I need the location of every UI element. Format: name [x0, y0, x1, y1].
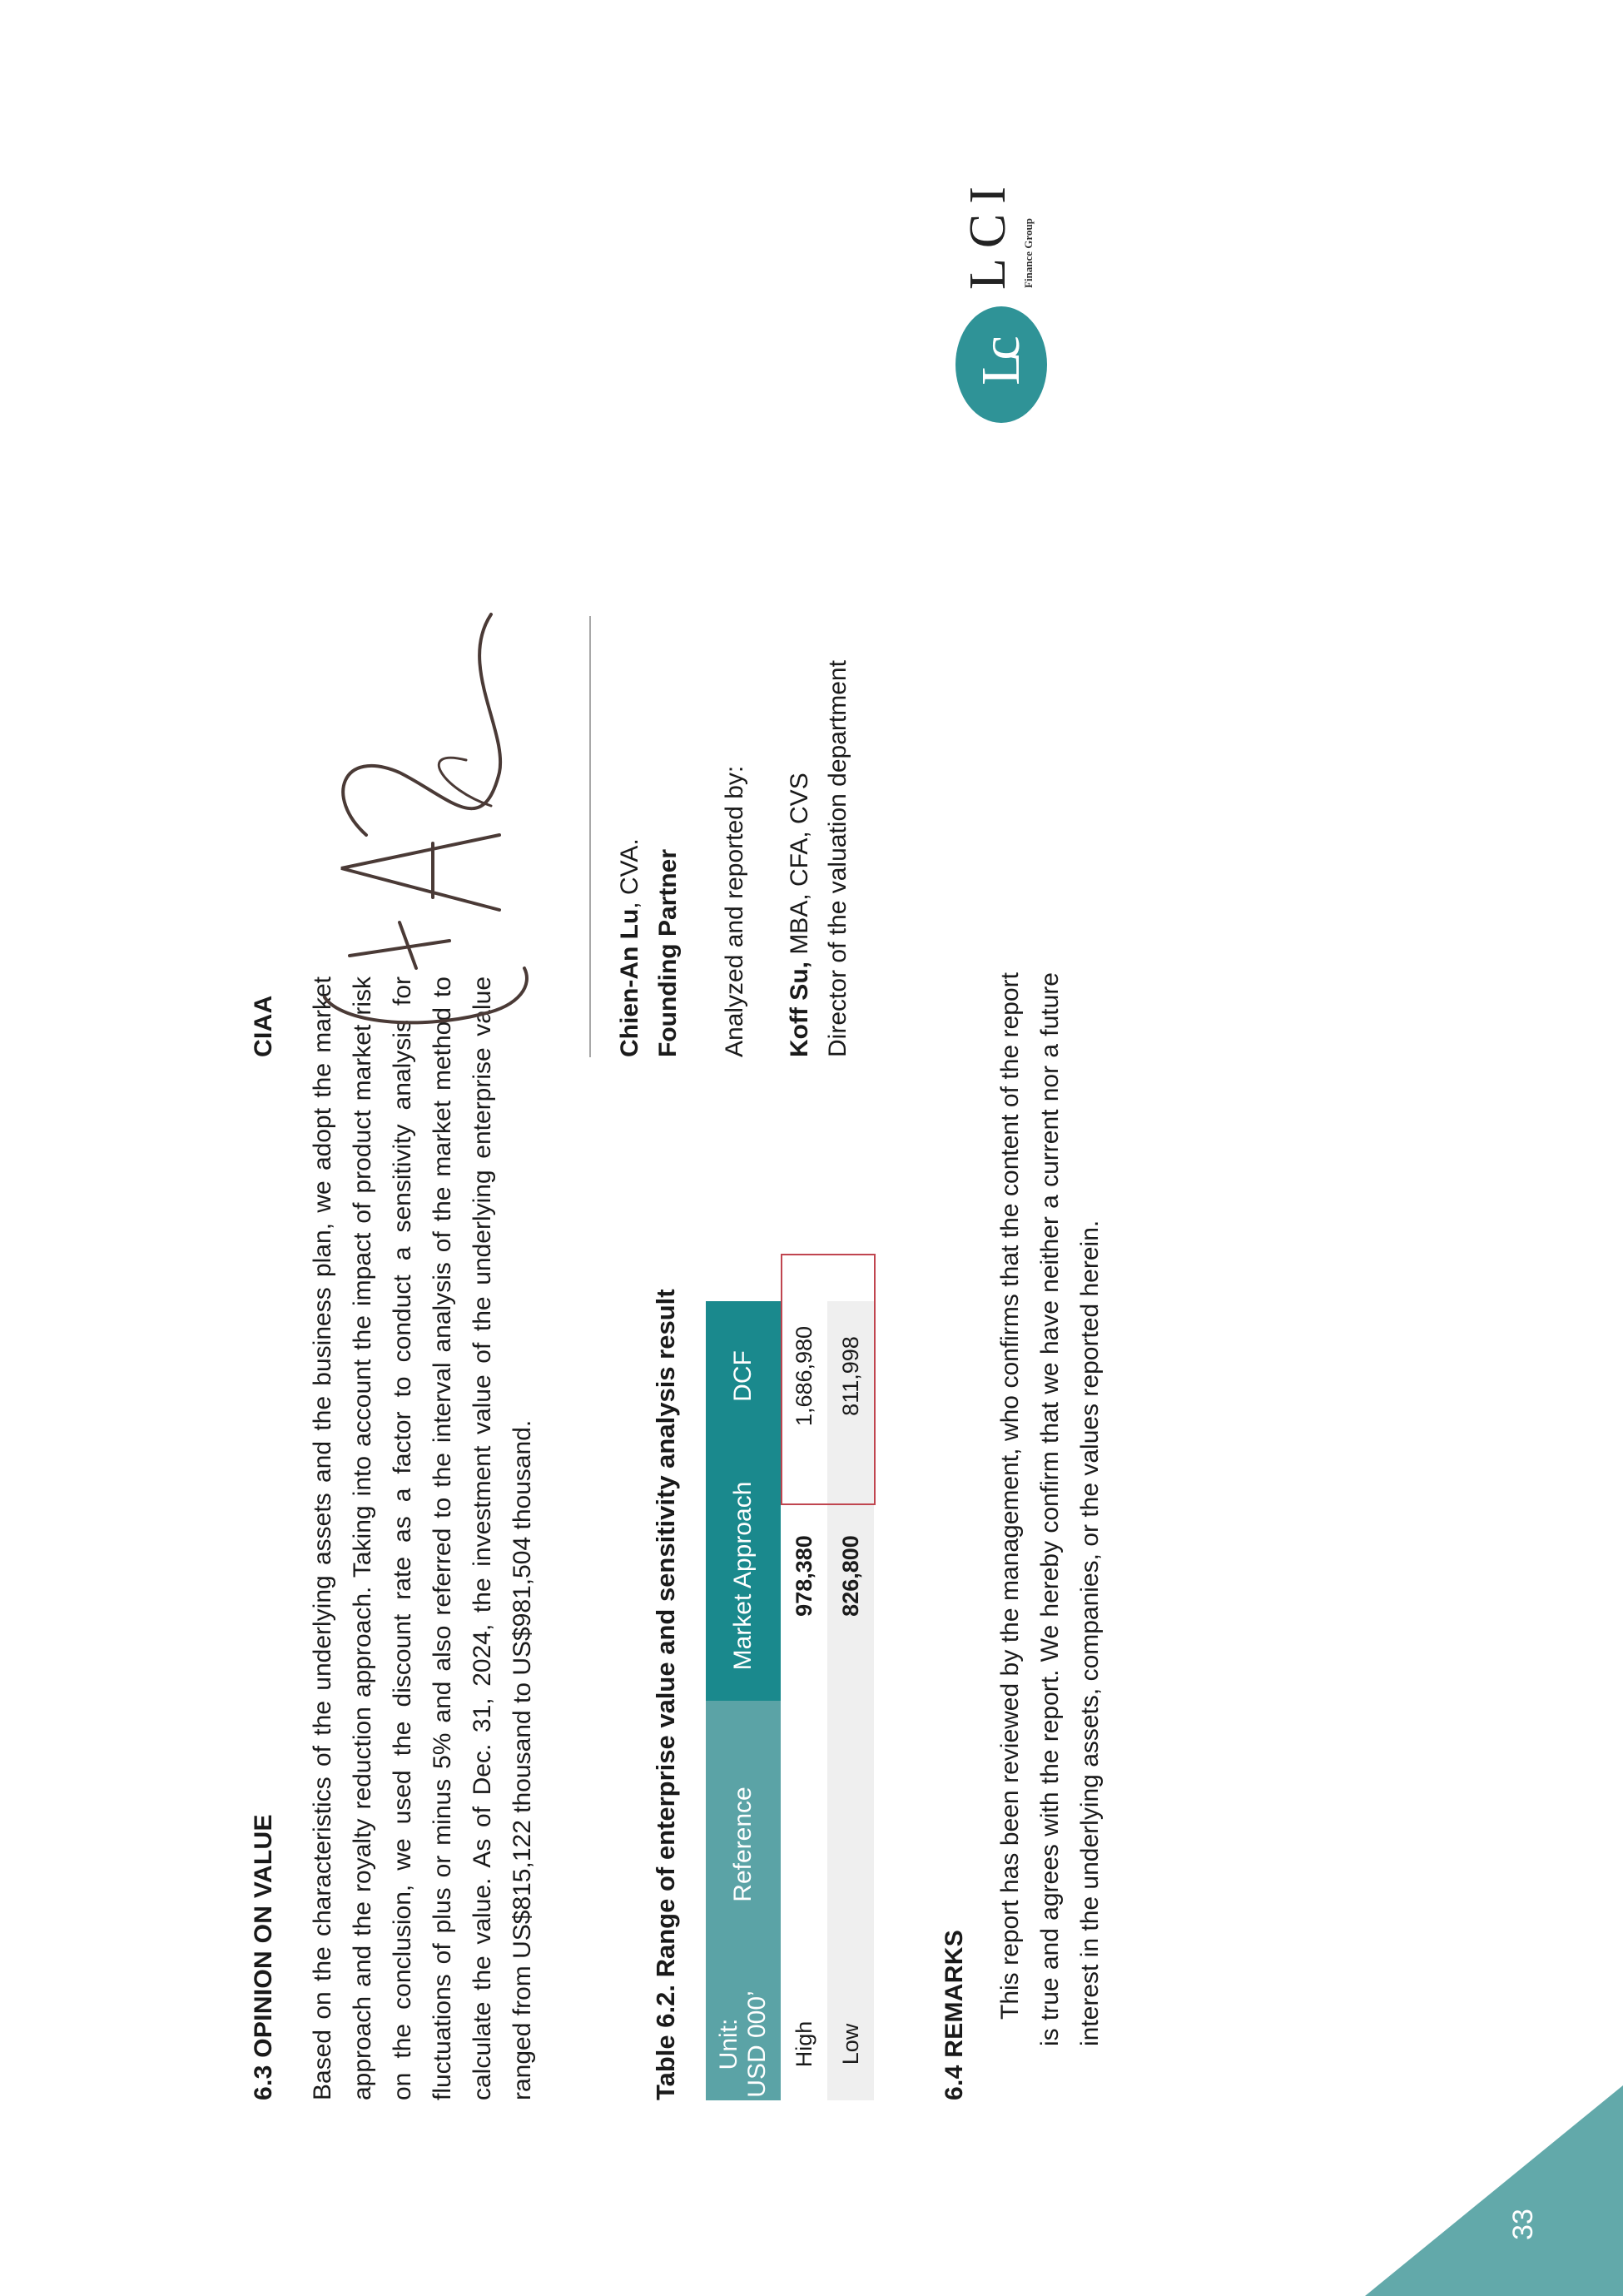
- table-caption: Table 6.2. Range of enterprise value and sensitivity analysis result: [651, 1289, 680, 2100]
- signer-title: Founding Partner: [654, 849, 682, 1057]
- signer-block: [611, 591, 687, 1057]
- analyst-credentials: MBA, CFA, CVS: [786, 773, 813, 962]
- table-header-row: [706, 1301, 781, 2100]
- market-approach-header: Market Approach: [706, 1451, 781, 1701]
- reference-cell: [781, 1701, 827, 1988]
- results-table: [706, 1301, 874, 2100]
- analyst-block: [781, 558, 857, 1057]
- handwritten-signature: [291, 598, 566, 1047]
- logo-text: LCI: [960, 176, 1016, 290]
- page-number: 33: [1507, 2209, 1539, 2240]
- analyst-name: Koff Su,: [786, 962, 813, 1057]
- analyst-title: Director of the valuation department: [824, 660, 851, 1057]
- unit-line-1: Unit:: [715, 2018, 742, 2070]
- row-label: High: [781, 1988, 827, 2100]
- opinion-paragraph: Based on the characteristics of the underlying assets and the business plan, we adopt the market approach and the royalty reduction approach. Taking into account the impact of product market risk on the conclusion, we used the discount rate as a factor to conduct a sensitivity analysis for fluctuations of plus or minus 5% and also referred to the interval analysis of the market method to calculate the value. As of Dec. 31, 2024, the investment value of the underlying enterprise value ranged from US$815,122 thousand to US$981,504 thousand.: [309, 977, 536, 2100]
- remarks-paragraph: This report has been reviewed by the management, who confirms that the content of the report is true and agrees with the report. We hereby confirm that we have neither a current nor a future interest in the underlying assets, companies, or the values reported herein.: [996, 972, 1104, 2046]
- unit-header: [706, 1988, 781, 2100]
- table-row: [827, 1301, 874, 2100]
- opinion-heading: 6.3 OPINION ON VALUE: [250, 1814, 277, 2100]
- reference-header: Reference: [706, 1701, 781, 1988]
- row-label: Low: [827, 1988, 874, 2100]
- table-row: [781, 1301, 827, 2100]
- unit-line-2: USD 000’: [743, 1990, 771, 2098]
- signature-rule: [589, 616, 591, 1057]
- market-approach-cell: 826,800: [827, 1451, 874, 1701]
- analyst-line: [781, 558, 819, 1057]
- org-name: CIAA: [250, 995, 277, 1057]
- corner-accent: [1365, 2085, 1623, 2296]
- analyzed-label: Analyzed and reported by:: [721, 765, 748, 1057]
- remarks-heading: 6.4 REMARKS: [941, 1929, 968, 2100]
- results-table-wrap: [706, 1301, 874, 2100]
- dcf-cell: 811,998: [827, 1301, 874, 1451]
- logo-subtitle: Finance Group: [1022, 218, 1035, 288]
- logo-monogram: Lc: [955, 306, 1047, 423]
- signer-name: Chien-An Lu: [616, 908, 643, 1057]
- reference-cell: [827, 1701, 874, 1988]
- dcf-header: DCF: [706, 1301, 781, 1451]
- market-approach-cell: 978,380: [781, 1451, 827, 1701]
- signer-credentials: , CVA.: [616, 838, 643, 909]
- dcf-cell: 1,686,980: [781, 1301, 827, 1451]
- signer-line: [611, 591, 649, 1057]
